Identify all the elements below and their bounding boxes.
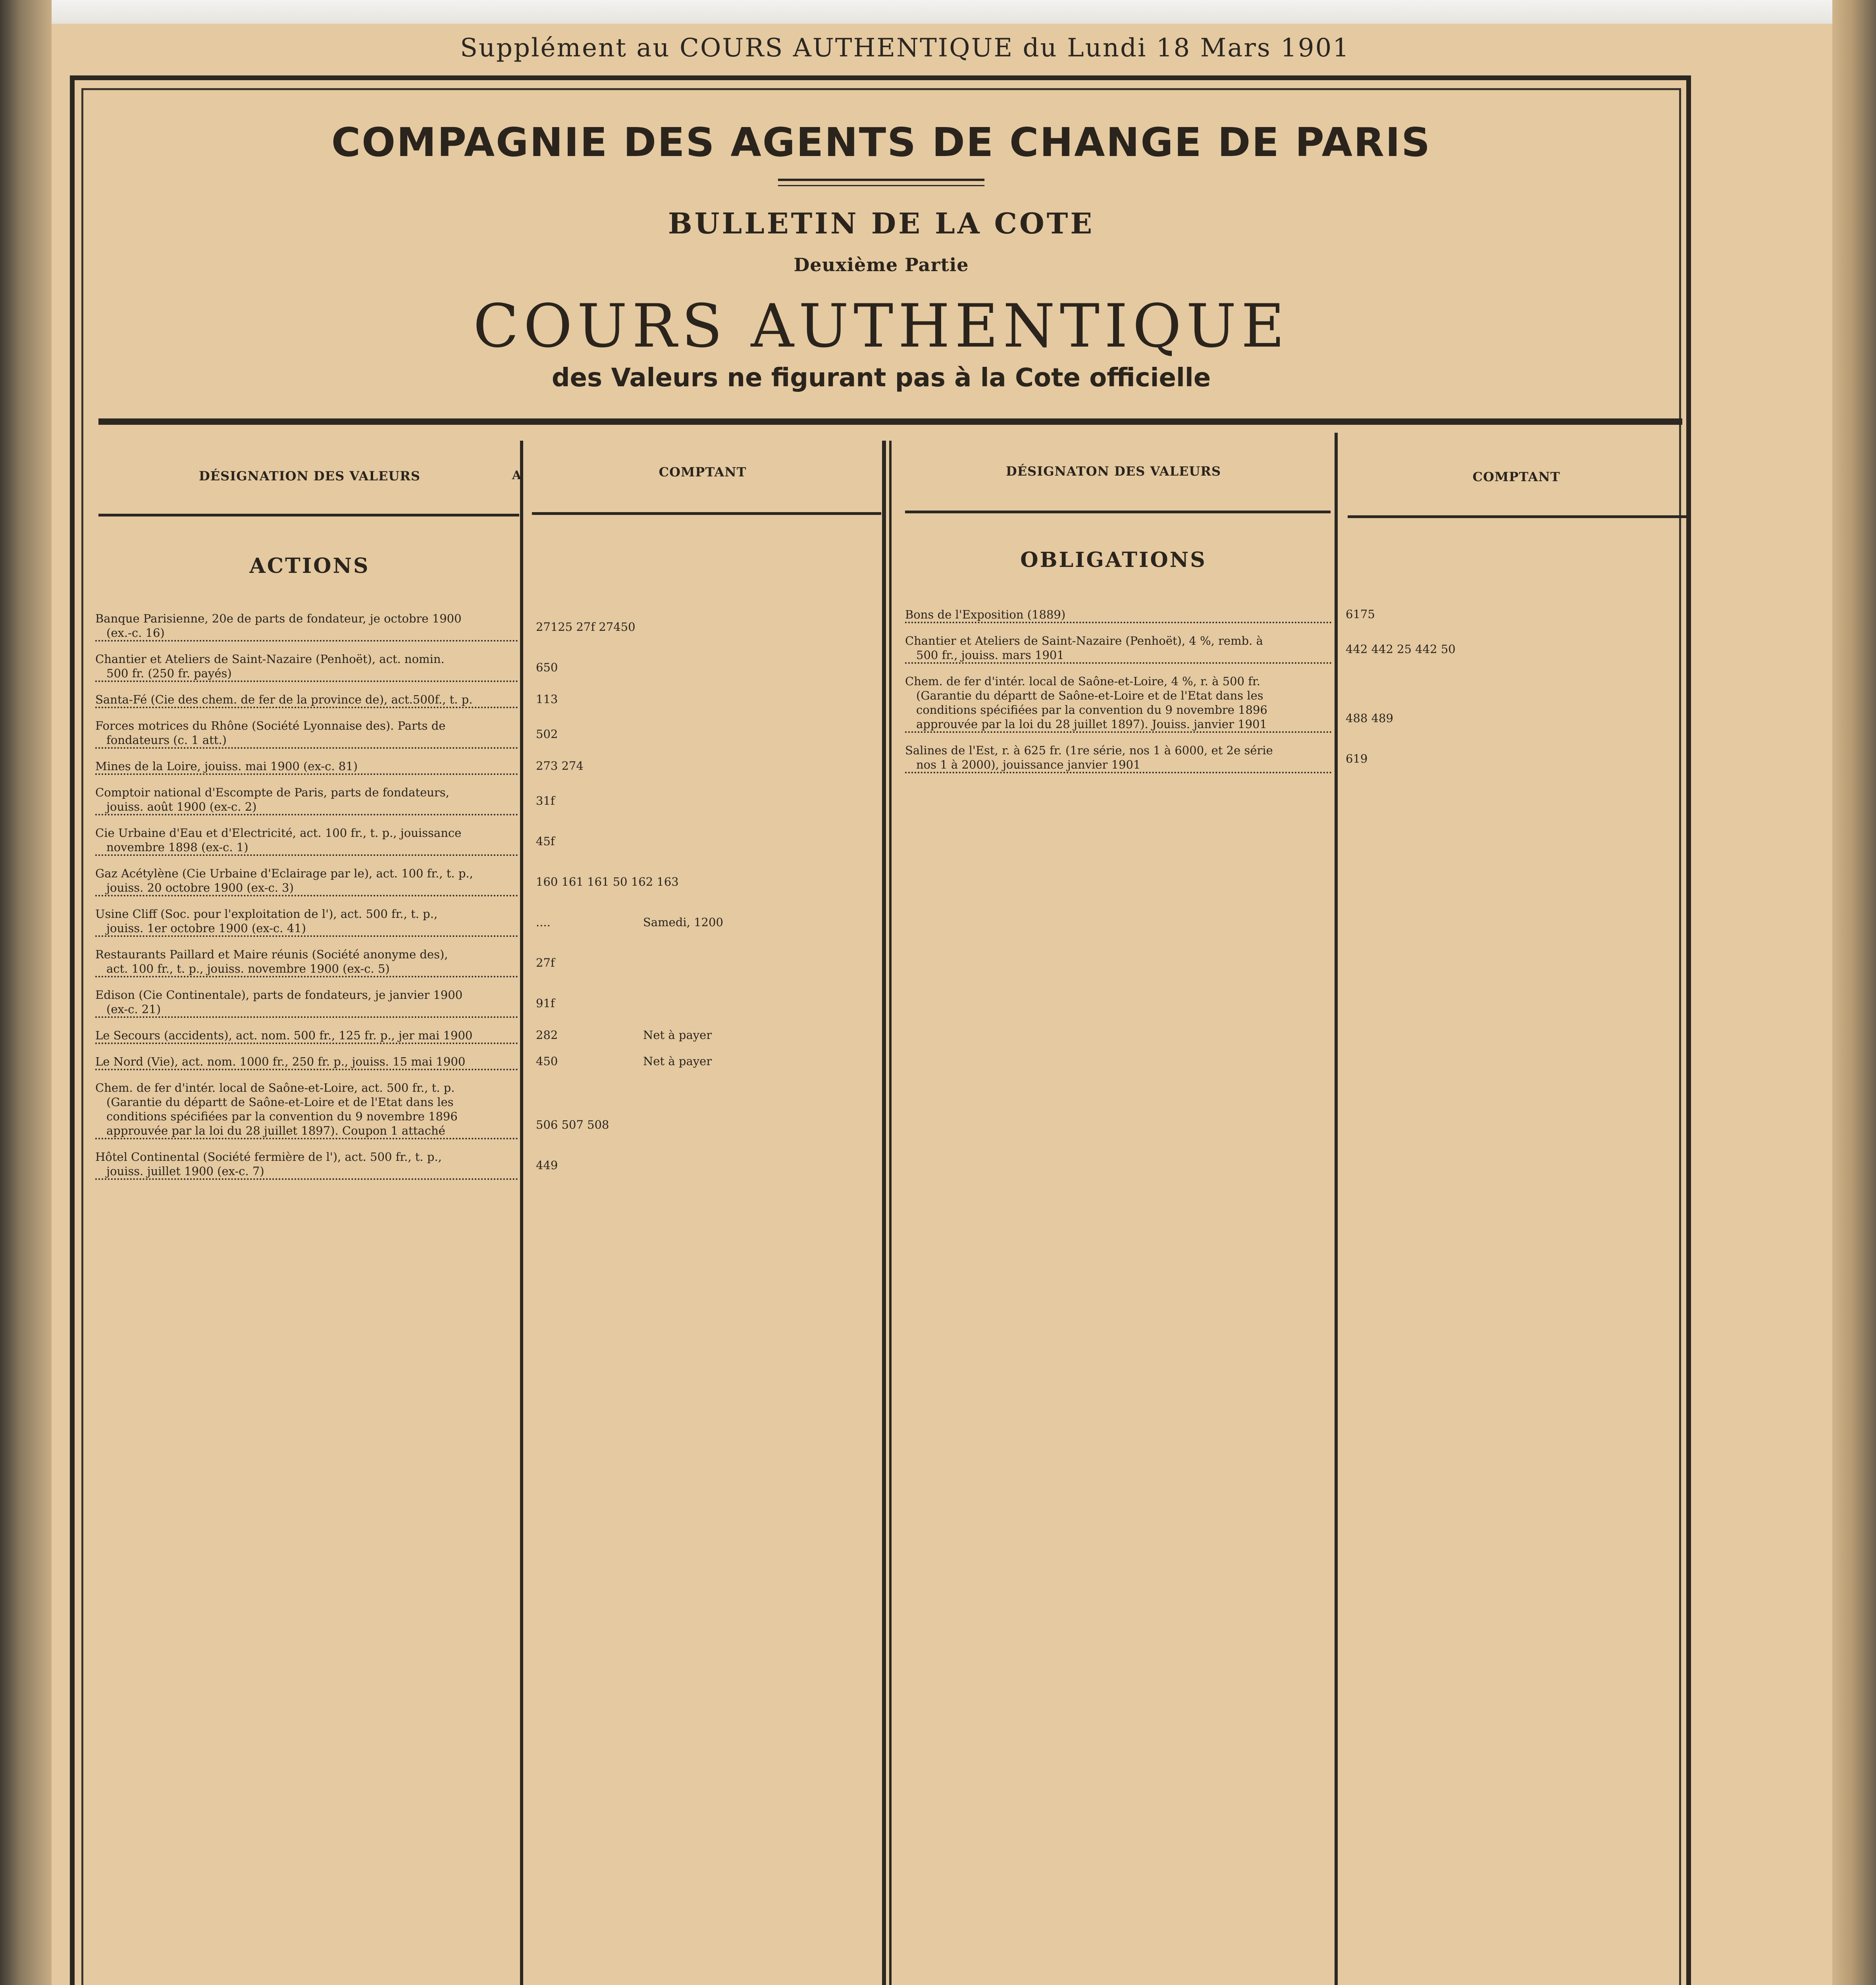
entry-price: 488 489 [1346,711,1393,725]
entry-text-line: jouiss. 1er octobre 1900 (ex-c. 41) [95,921,518,937]
action-row [95,1150,518,1180]
entry-price: 502 [536,727,558,741]
entry-price: 619 [1346,752,1368,765]
action-row [95,652,518,682]
action-row [95,1028,518,1044]
binding-edge [0,0,52,1985]
col-head-comptant-left: COMPTANT [659,464,747,480]
entry-text-line: (Garantie du départt de Saône-et-Loire et de l'Etat dans les [916,689,1264,702]
entry-price: 650 [536,661,558,674]
entry-note: Samedi, 1200 [643,915,723,929]
entry-text-line: nos 1 à 2000), jouissance janvier 1901 [905,757,1332,773]
entry-text-line: Chantier et Ateliers de Saint-Nazaire (Penhoët), act. nomin. [95,652,445,666]
entry-price: .... [536,915,551,929]
entry-text-line: Mines de la Loire, jouiss. mai 1900 (ex-c. 81) [95,759,518,775]
obligation-row [905,743,1332,773]
entry-text-line: 500 fr., jouiss. mars 1901 [905,648,1332,664]
entry-text-line: Gaz Acétylène (Cie Urbaine d'Eclairage par le), act. 100 fr., t. p., [95,867,473,880]
header-rule [98,418,1682,425]
obligation-row [905,634,1332,664]
entry-price: 442 442 25 442 50 [1346,642,1456,656]
action-row [95,785,518,815]
entry-text-line: novembre 1898 (ex-c. 1) [95,840,518,856]
col-head-designation-left: DÉSIGNATION DES VALEURS [199,468,420,484]
entry-price: 160 161 161 50 162 163 [536,875,679,888]
entry-price: 91f [536,996,555,1010]
entry-text-line: approuvée par la loi du 28 juillet 1897). Jouiss. janvier 1901 [905,717,1332,733]
entry-text-line: jouiss. août 1900 (ex-c. 2) [95,800,518,815]
action-row [95,947,518,977]
obligation-row [905,607,1332,623]
entry-text-line: Cie Urbaine d'Eau et d'Electricité, act. 100 fr., t. p., jouissance [95,826,462,840]
entry-text-line: Bons de l'Exposition (1889) [905,607,1332,623]
col-head-comptant-right: COMPTANT [1472,469,1560,484]
action-row [95,826,518,856]
col-divider-3 [1335,433,1338,1985]
action-row [95,719,518,749]
company-title: COMPAGNIE DES AGENTS DE CHANGE DE PARIS [331,119,1431,166]
col-marker-a: A [512,468,522,482]
entry-text-line: Forces motrices du Rhône (Société Lyonnaise des). Parts de [95,719,446,732]
entry-text-line: Comptoir national d'Escompte de Paris, parts de fondateurs, [95,786,449,799]
head-rule-4 [1348,515,1687,518]
entry-price: 6175 [1346,607,1375,621]
entry-text-line: Chem. de fer d'intér. local de Saône-et-Loire, act. 500 fr., t. p. [95,1081,455,1095]
action-row [95,1081,518,1139]
entry-text-line: approuvée par la loi du 28 juillet 1897). Coupon 1 attaché [95,1124,518,1139]
col-divider-2b [889,441,892,1985]
entry-price: 450 [536,1054,558,1068]
col-divider-2 [882,441,886,1985]
entry-price: 113 [536,692,558,706]
entry-text-line: Edison (Cie Continentale), parts de fondateurs, je janvier 1900 [95,988,463,1002]
action-row [95,988,518,1018]
entry-price: 45f [536,834,555,848]
col-head-designation-right: DÉSIGNATON DES VALEURS [1005,464,1221,479]
entry-text-line: Usine Cliff (Soc. pour l'exploitation de l'), act. 500 fr., t. p., [95,907,438,921]
entry-text-line: Chantier et Ateliers de Saint-Nazaire (Penhoët), 4 %, remb. à [905,634,1263,648]
actions-heading: ACTIONS [249,554,370,578]
entry-text-line: (ex.-c. 16) [95,626,518,642]
entry-text-line: conditions spécifiées par la convention du 9 novembre 1896 [106,1110,458,1123]
action-row [95,759,518,775]
entry-note: Net à payer [643,1054,712,1068]
page-stack-edge [1832,0,1876,1985]
entry-price: 273 274 [536,759,584,773]
entry-text-line: jouiss. juillet 1900 (ex-c. 7) [95,1164,518,1180]
entry-text-line: Chem. de fer d'intér. local de Saône-et-Loire, 4 %, r. à 500 fr. [905,675,1260,688]
entry-price: 31f [536,794,555,807]
entry-text-line: Salines de l'Est, r. à 625 fr. (1re série, nos 1 à 6000, et 2e série [905,744,1273,757]
head-rule-3 [905,511,1331,513]
obligation-row [905,674,1332,733]
entry-text-line: Restaurants Paillard et Maire réunis (Société anonyme des), [95,948,448,961]
entry-text-line: (Garantie du départt de Saône-et-Loire et de l'Etat dans les [106,1095,454,1109]
supplement-line: Supplément au COURS AUTHENTIQUE du Lundi 18 Mars 1901 [460,33,1350,63]
head-rule-1 [98,514,519,516]
entry-price: 27f [536,956,555,969]
head-rule-2 [532,512,881,515]
obligations-heading: OBLIGATIONS [1020,548,1207,572]
col-divider-1 [520,441,523,1985]
entry-text-line: Banque Parisienne, 20e de parts de fondateur, je octobre 1900 [95,612,462,625]
entry-text-line: 500 fr. (250 fr. payés) [95,666,518,682]
entry-note: Net à payer [643,1028,712,1042]
title-rule-thin [778,185,984,186]
entry-text-line: Le Nord (Vie), act. nom. 1000 fr., 250 fr. p., jouiss. 15 mai 1900 [95,1054,518,1070]
action-row [95,907,518,937]
entry-price: 506 507 508 [536,1118,609,1131]
action-row [95,866,518,896]
bulletin-title: BULLETIN DE LA COTE [668,206,1095,240]
entry-text-line: Hôtel Continental (Société fermière de l'), act. 500 fr., t. p., [95,1150,442,1164]
entry-text-line: act. 100 fr., t. p., jouiss. novembre 1900 (ex-c. 5) [95,962,518,977]
valeurs-subtitle: des Valeurs ne figurant pas à la Cote officielle [551,363,1211,393]
entry-price: 27125 27f 27450 [536,620,636,634]
entry-price: 282 [536,1028,558,1042]
title-rule [778,179,984,181]
entry-text-line: Santa-Fé (Cie des chem. de fer de la province de), act.500f., t. p. [95,692,518,708]
entry-text-line: jouiss. 20 octobre 1900 (ex-c. 3) [95,881,518,896]
entry-text-line: fondateurs (c. 1 att.) [95,733,518,749]
entry-price: 449 [536,1158,558,1172]
entry-text-line: conditions spécifiées par la convention du 9 novembre 1896 [916,703,1267,717]
entry-text-line: (ex-c. 21) [95,1002,518,1018]
partie-subtitle: Deuxième Partie [794,254,969,276]
cours-authentique-title: COURS AUTHENTIQUE [473,292,1290,361]
action-row [95,692,518,708]
action-row [95,611,518,642]
action-row [95,1054,518,1070]
entry-text-line: Le Secours (accidents), act. nom. 500 fr., 125 fr. p., jer mai 1900 [95,1028,518,1044]
